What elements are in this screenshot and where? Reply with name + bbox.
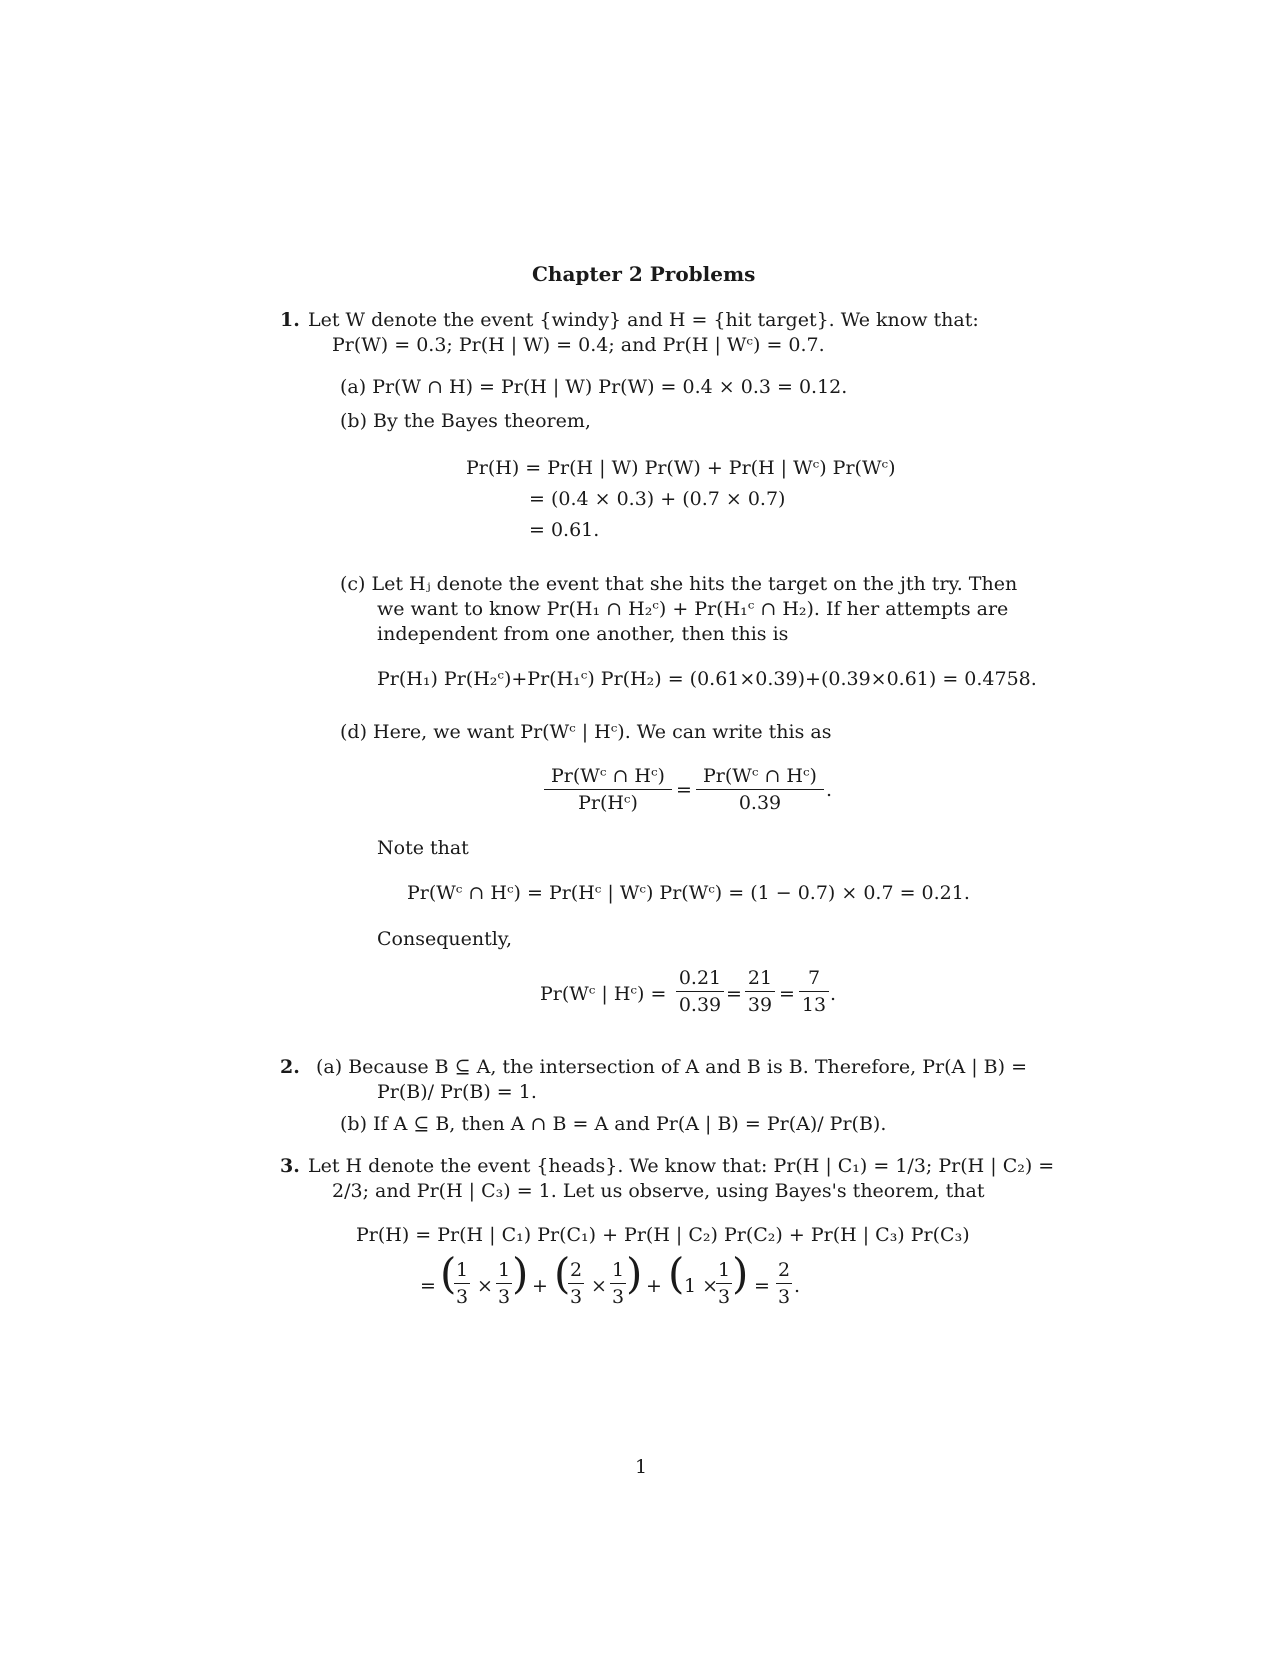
problem-1d-final-fraction-1 <box>676 966 724 1017</box>
fraction-one-third-4: 1 3 <box>717 1259 731 1308</box>
problem-1d-line-1: (d) Here, we want Pr(Wᶜ | Hᶜ). We can write this as <box>340 721 832 743</box>
problem-1d-final-equals-1: = <box>726 983 742 1005</box>
plus-sign-2: + <box>646 1275 662 1297</box>
close-paren-3: ) <box>732 1249 749 1298</box>
problem-1d-fraction-1 <box>544 764 672 815</box>
problem-1d-final-lhs: Pr(Wᶜ | Hᶜ) = <box>540 983 667 1005</box>
fraction-numerator: Pr(Wᶜ ∩ Hᶜ) <box>551 765 665 787</box>
fraction-one-third-3: 1 3 <box>611 1259 625 1308</box>
problem-1c-line-3: independent from one another, then this is <box>377 623 789 645</box>
problem-3-number: 3. <box>280 1155 300 1177</box>
problem-1c-line-1: (c) Let Hⱼ denote the event that she hits the target on the jth try. Then <box>340 573 1018 595</box>
fraction-numerator: 21 <box>747 967 773 989</box>
close-paren-1: ) <box>512 1249 529 1298</box>
problem-1d-consequently: Consequently, <box>377 928 513 950</box>
problem-1-number: 1. <box>280 309 300 331</box>
fraction-numerator: Pr(Wᶜ ∩ Hᶜ) <box>703 765 817 787</box>
problem-1d-note-equation: Pr(Wᶜ ∩ Hᶜ) = Pr(Hᶜ | Wᶜ) Pr(Wᶜ) = (1 − 0.7) × 0.7 = 0.21. <box>407 882 970 904</box>
problem-2a-line-2: Pr(B)/ Pr(B) = 1. <box>377 1081 537 1103</box>
open-paren-2: ( <box>554 1249 571 1298</box>
one-times: 1 × <box>684 1275 719 1297</box>
problem-1b-equation-line-3: = 0.61. <box>529 519 600 541</box>
problem-1-line-1: Let W denote the event {windy} and H = {hit target}. We know that: <box>308 309 979 331</box>
problem-1-line-2: Pr(W) = 0.3; Pr(H | W) = 0.4; and Pr(H | Wᶜ) = 0.7. <box>332 334 825 356</box>
fraction-denominator: Pr(Hᶜ) <box>578 792 638 814</box>
fraction-numerator: 0.21 <box>678 967 722 989</box>
fraction-result: 2 3 <box>777 1259 791 1308</box>
problem-1c-line-2: we want to know Pr(H₁ ∩ H₂ᶜ) + Pr(H₁ᶜ ∩ H₂). If her attempts are <box>377 598 1009 620</box>
problem-1d-final-period: . <box>830 983 837 1005</box>
problem-1b: (b) By the Bayes theorem, <box>340 410 591 432</box>
problem-1d-final-fraction-2 <box>745 966 775 1017</box>
fraction-denominator: 0.39 <box>678 994 722 1016</box>
problem-3-line-1: Let H denote the event {heads}. We know that: Pr(H | C₁) = 1/3; Pr(H | C₂) = <box>308 1155 1055 1177</box>
fraction-one-third-2: 1 3 <box>497 1259 511 1308</box>
problem-1d-final-equals-2: = <box>779 983 795 1005</box>
problem-1a: (a) Pr(W ∩ H) = Pr(H | W) Pr(W) = 0.4 × 0.3 = 0.12. <box>340 376 848 398</box>
problem-1c-equation: Pr(H₁) Pr(H₂ᶜ)+Pr(H₁ᶜ) Pr(H₂) = (0.61×0.39)+(0.39×0.61) = 0.4758. <box>377 668 1037 690</box>
problem-1d-period: . <box>826 779 833 801</box>
problem-3-eq2-equals: = <box>420 1275 436 1297</box>
problem-1d-fraction-2 <box>696 764 824 815</box>
plus-sign-1: + <box>532 1275 548 1297</box>
page-number: 1 <box>635 1456 648 1478</box>
problem-1b-equation-line-1: Pr(H) = Pr(H | W) Pr(W) + Pr(H | Wᶜ) Pr(Wᶜ) <box>466 457 896 479</box>
close-paren-2: ) <box>626 1249 643 1298</box>
open-paren-3: ( <box>668 1249 685 1298</box>
chapter-title: Chapter 2 Problems <box>532 262 756 286</box>
equals-sign-final: = <box>754 1275 770 1297</box>
fraction-denominator: 13 <box>801 994 827 1016</box>
problem-2b: (b) If A ⊆ B, then A ∩ B = A and Pr(A | B) = Pr(A)/ Pr(B). <box>340 1113 887 1135</box>
times-sign-2: × <box>591 1275 607 1297</box>
final-period: . <box>794 1275 801 1297</box>
fraction-denominator: 39 <box>747 994 773 1016</box>
times-sign-1: × <box>477 1275 493 1297</box>
problem-1d-equals: = <box>676 779 692 801</box>
fraction-one-third-1: 1 3 <box>455 1259 469 1308</box>
problem-2a-line-1: (a) Because B ⊆ A, the intersection of A and B is B. Therefore, Pr(A | B) = <box>316 1056 1028 1078</box>
problem-2-number: 2. <box>280 1056 300 1078</box>
open-paren-1: ( <box>440 1249 457 1298</box>
problem-3-line-2: 2/3; and Pr(H | C₃) = 1. Let us observe, using Bayes's theorem, that <box>332 1180 985 1202</box>
problem-1d-note: Note that <box>377 837 469 859</box>
problem-3-equation-line-1: Pr(H) = Pr(H | C₁) Pr(C₁) + Pr(H | C₂) Pr(C₂) + Pr(H | C₃) Pr(C₃) <box>356 1224 970 1246</box>
problem-1d-final-fraction-3 <box>799 966 829 1017</box>
fraction-numerator: 7 <box>807 967 821 989</box>
fraction-denominator: 0.39 <box>738 792 782 814</box>
problem-1b-equation-line-2: = (0.4 × 0.3) + (0.7 × 0.7) <box>529 488 786 510</box>
fraction-two-thirds: 2 3 <box>569 1259 583 1308</box>
